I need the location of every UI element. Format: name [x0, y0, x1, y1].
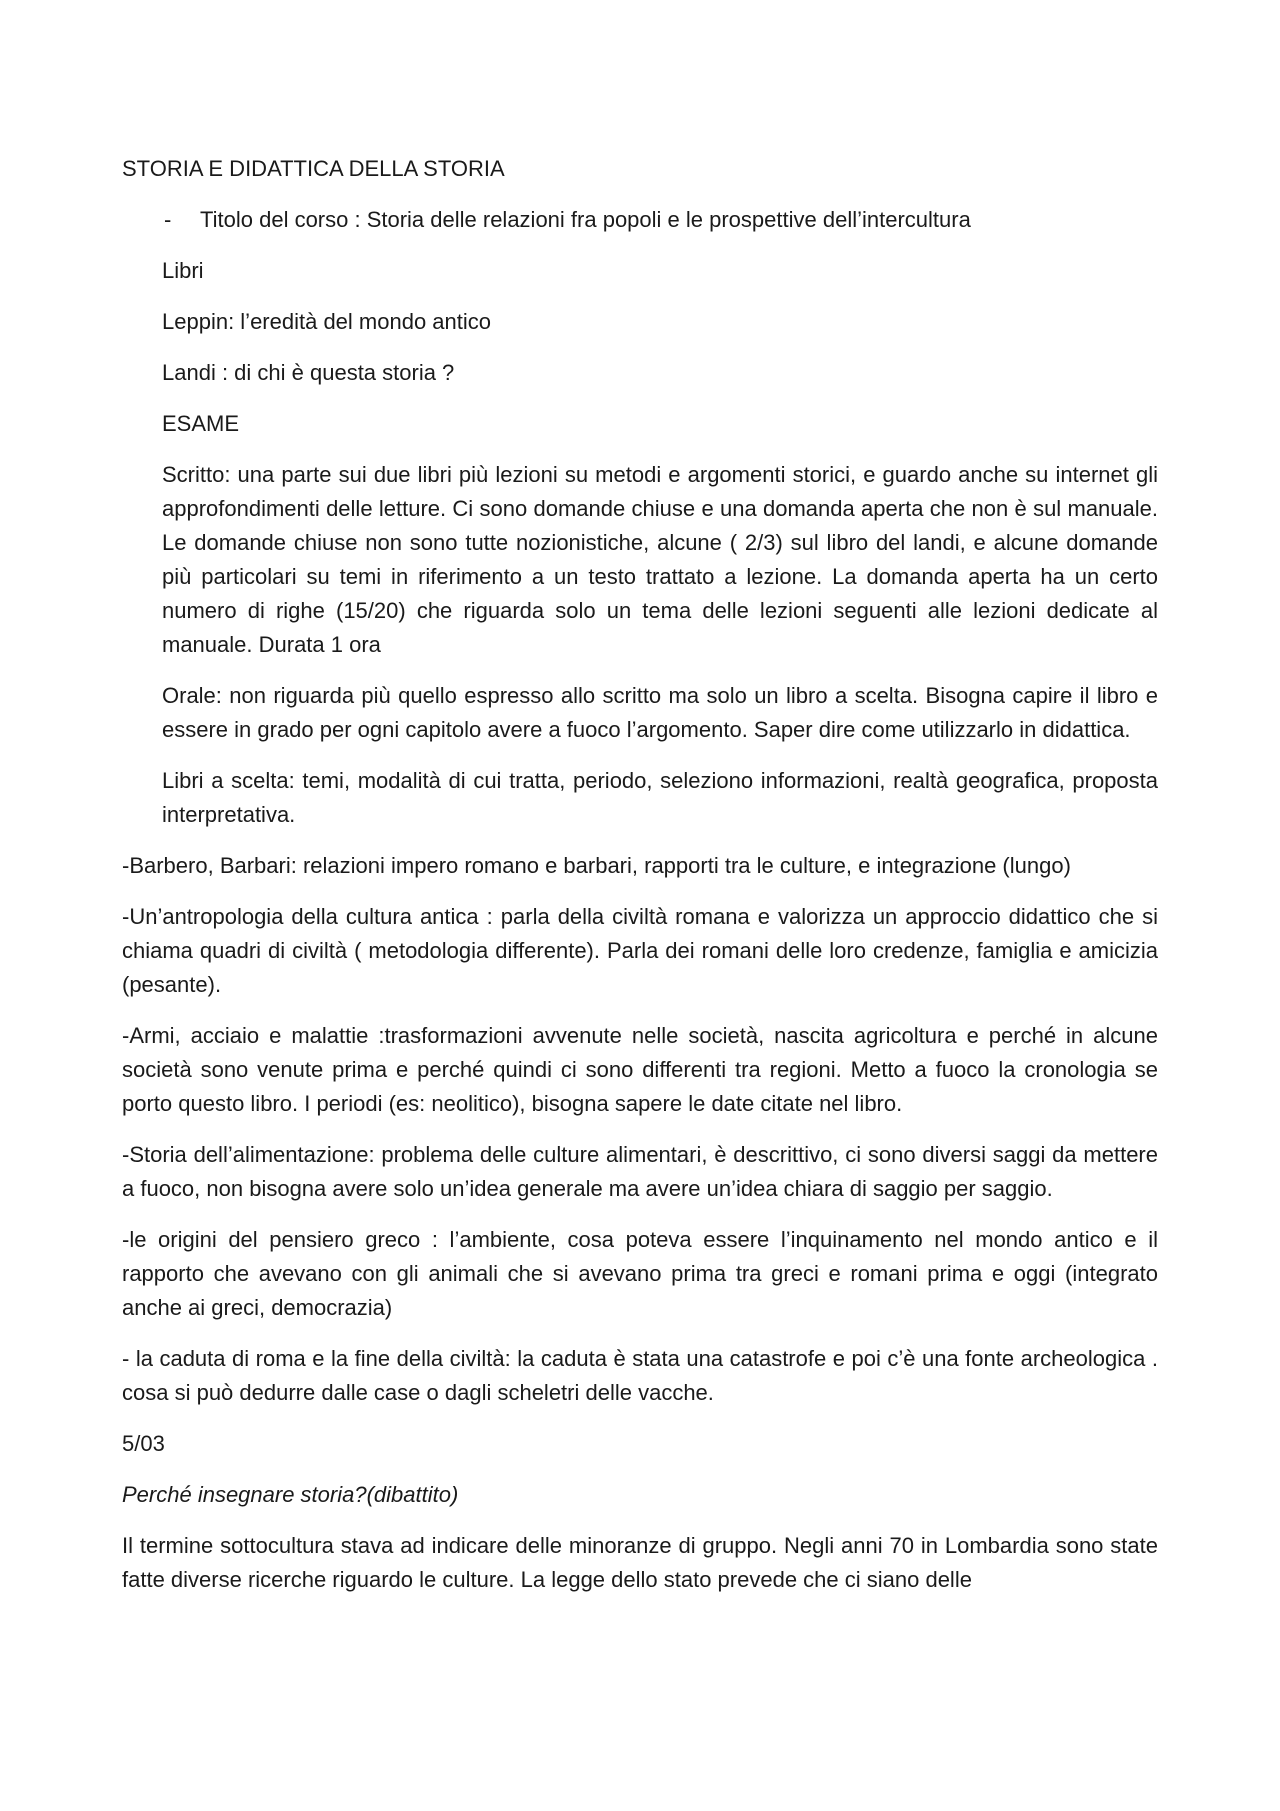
chosen-book-item: -le origini del pensiero greco : l’ambiente, cosa poteva essere l’inquinamento nel mondo antico e il rapporto che avevano con gli animali che si avevano prima tra greci e romani prima e oggi (integrato anche ai greci, democrazia) — [122, 1227, 1158, 1320]
exam-heading: ESAME — [162, 411, 240, 436]
chosen-book-item: - la caduta di roma e la fine della civiltà: la caduta è stata una catastrofe e poi c’è una fonte archeologica . cosa si può dedurre dalle case o dagli scheletri delle vacche. — [122, 1346, 1158, 1405]
written-exam-paragraph: Scritto: una parte sui due libri più lezioni su metodi e argomenti storici, e guardo anche su internet gli approfondimenti delle letture. Ci sono domande chiuse e una domanda aperta che non è sul manuale. Le domande chiuse non sono tutte nozionistiche, alcune ( 2/3) sul libro del landi, e alcune domande più particolari su temi in riferimento a un testo trattato a lezione. La domanda aperta ha un certo numero di righe (15/20) che riguarda solo un tema delle lezioni seguenti alle lezioni dedicate al manuale. Durata 1 ora — [162, 462, 1158, 657]
bullet-dash: - — [164, 207, 172, 232]
chosen-book-item: -Armi, acciaio e malattie :trasformazioni avvenute nelle società, nascita agricoltura e perché in alcune società sono venute prima e perché quindi ci sono differenti tra regioni. Metto a fuoco la cronologia se porto questo libro. I periodi (es: neolitico), bisogna sapere le date citate nel libro. — [122, 1023, 1158, 1116]
course-title: Titolo del corso : Storia delle relazioni fra popoli e le prospettive dell’intercultura — [200, 207, 971, 232]
course-title-bullet — [164, 203, 1158, 237]
book-landi: Landi : di chi è questa storia ? — [162, 360, 455, 385]
document-title: STORIA E DIDATTICA DELLA STORIA — [122, 156, 505, 181]
chosen-book-item: -Barbero, Barbari: relazioni impero romano e barbari, rapporti tra le culture, e integrazione (lungo) — [122, 853, 1071, 878]
book-leppin: Leppin: l’eredità del mondo antico — [162, 309, 492, 334]
section-paragraph: Il termine sottocultura stava ad indicare delle minoranze di gruppo. Negli anni 70 in Lombardia sono state fatte diverse ricerche riguardo le culture. La legge dello stato prevede che ci siano delle — [122, 1533, 1158, 1592]
chosen-book-item: -Storia dell’alimentazione: problema delle culture alimentari, è descrittivo, ci sono diversi saggi da mettere a fuoco, non bisogna avere solo un’idea generale ma avere un’idea chiara di saggio per saggio. — [122, 1142, 1158, 1201]
books-heading: Libri — [162, 258, 204, 283]
oral-exam-paragraph: Orale: non riguarda più quello espresso allo scritto ma solo un libro a scelta. Bisogna capire il libro e essere in grado per ogni capitolo avere a fuoco l’argomento. Saper dire come utilizzarlo in didattica. — [162, 683, 1158, 742]
section-heading: Perché insegnare storia?(dibattito) — [122, 1482, 459, 1507]
lesson-date: 5/03 — [122, 1431, 165, 1456]
chosen-book-item: -Un’antropologia della cultura antica : parla della civiltà romana e valorizza un approccio didattico che si chiama quadri di civiltà ( metodologia differente). Parla dei romani delle loro credenze, famiglia e amicizia (pesante). — [122, 904, 1158, 997]
chosen-books-intro: Libri a scelta: temi, modalità di cui tratta, periodo, seleziono informazioni, realtà geografica, proposta interpretativa. — [162, 768, 1158, 827]
